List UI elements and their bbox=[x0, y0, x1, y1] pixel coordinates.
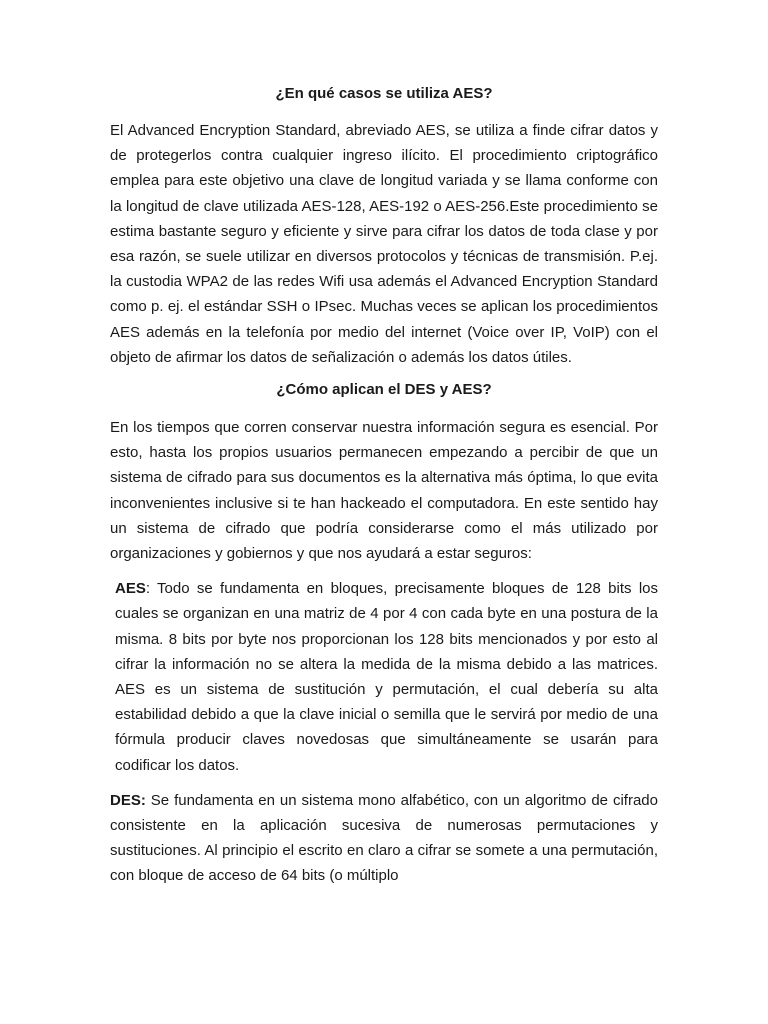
section-heading-aes-uses: ¿En qué casos se utiliza AES? bbox=[275, 85, 493, 102]
document-page bbox=[110, 84, 658, 900]
paragraph-aes-uses: El Advanced Encryption Standard, abreviado AES, se utiliza a finde cifrar datos y de protegerlos contra cualquier ingreso ilícito. El procedimiento criptográfico emplea para este objetivo una clave de longitud variada y se llama conforme con la longitud de clave utilizada AES-128, AES-192 o AES-256.Este procedimiento se estima bastante seguro y eficiente y sirve para cifrar los datos de toda clase y por esa razón, se suele utilizar en diversos protocolos y técnicas de transmisión. P.ej. la custodia WPA2 de las redes Wifi usa además el Advanced Encryption Standard como p. ej. el estándar SSH o IPsec. Muchas veces se aplican los procedimientos AES además en la telefonía por medio del internet (Voice over IP, VoIP) con el objeto de afirmar los datos de señalización o además los datos útiles. bbox=[110, 122, 658, 366]
aes-term: AES bbox=[115, 580, 146, 598]
paragraph-intro: En los tiempos que corren conservar nuestra información segura es esencial. Por esto, hasta los propios usuarios permanecen empezando a percibir de que un sistema de cifrado para sus documentos es la alternativa más óptima, lo que evita inconvenientes inclusive si te han hackeado el computadora. En este sentido hay un sistema de cifrado que podría considerarse como el más utilizado por organizaciones y gobiernos y que nos ayudará a estar seguros: bbox=[110, 419, 658, 563]
aes-description: : Todo se fundamenta en bloques, precisamente bloques de 128 bits los cuales se organizan en una matriz de 4 por 4 con cada byte en una postura de la misma. 8 bits por byte nos proporcionan los 128 bits mencionados y por esto al cifrar la información no se altera la medida de la misma debido a las matrices. AES es un sistema de sustitución y permutación, el cual debería su alta estabilidad debido a que la clave inicial o semilla que le servirá por medio de una fórmula producir claves novedosas que simultáneamente se usarán para codificar los datos. bbox=[115, 580, 658, 774]
des-description: Se fundamenta en un sistema mono alfabético, con un algoritmo de cifrado consistente en la aplicación sucesiva de numerosas permutaciones y sustituciones. Al principio el escrito en claro a cifrar se somete a una permutación, con bloque de acceso de 64 bits (o múltiplo bbox=[110, 791, 658, 885]
des-term: DES: bbox=[110, 791, 146, 809]
section-heading-des-aes: ¿Cómo aplican el DES y AES? bbox=[276, 381, 492, 399]
paragraph-aes bbox=[110, 576, 658, 778]
paragraph-des bbox=[110, 788, 658, 889]
